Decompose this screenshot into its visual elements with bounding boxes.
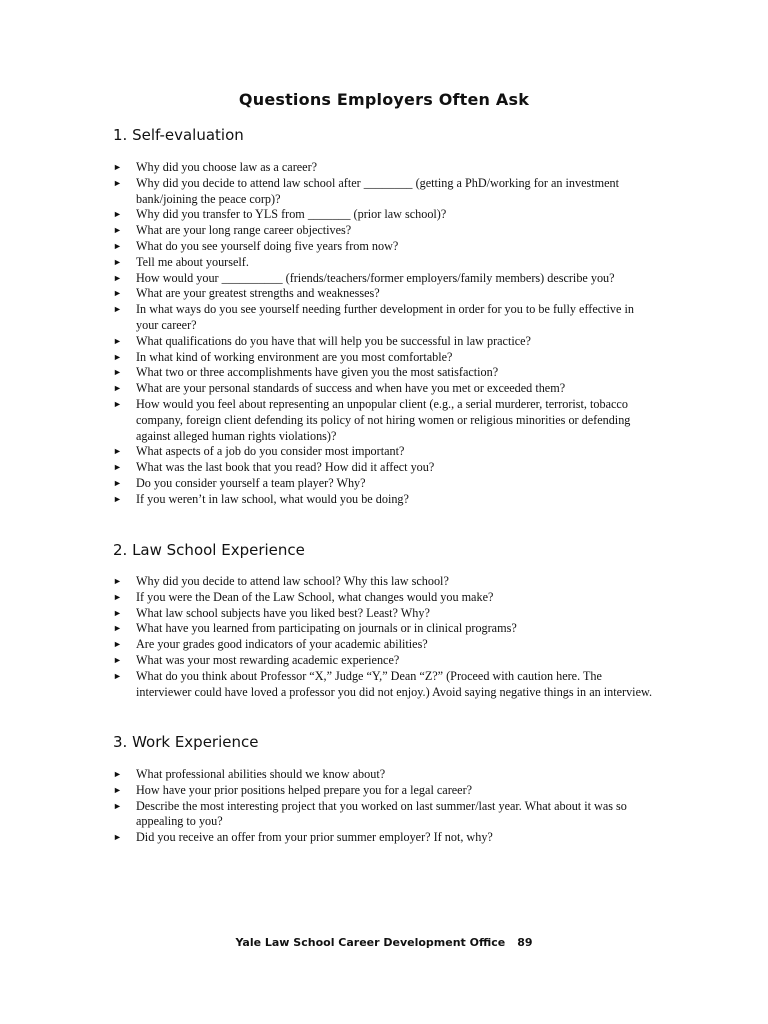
question-text: Do you consider yourself a team player? Why?	[136, 475, 366, 490]
bullet-arrow-icon: ►	[113, 367, 122, 378]
question-text: Did you receive an offer from your prior summer employer? If not, why?	[136, 830, 493, 845]
question-item	[113, 799, 658, 831]
question-text: What qualifications do you have that will help you be successful in law practice?	[136, 333, 531, 348]
page-title: Questions Employers Often Ask	[238, 90, 530, 109]
question-text: If you were the Dean of the Law School, what changes would you make?	[136, 589, 494, 604]
bullet-arrow-icon: ►	[113, 240, 122, 251]
question-item	[113, 239, 658, 255]
question-text: How have your prior positions helped prepare you for a legal career?	[136, 782, 473, 797]
question-text: In what ways do you see yourself needing further development in order for you to be fully effective in your career?	[136, 302, 634, 332]
question-item	[113, 460, 658, 476]
page-number: 89	[517, 936, 533, 949]
bullet-arrow-icon: ►	[113, 639, 122, 650]
question-text: Why did you decide to attend law school? Why this law school?	[136, 574, 449, 588]
bullet-arrow-icon: ►	[113, 225, 122, 236]
question-text: What are your greatest strengths and weaknesses?	[136, 286, 380, 301]
question-item	[113, 160, 658, 176]
question-item	[113, 783, 658, 799]
bullet-arrow-icon: ►	[113, 162, 122, 172]
page-footer	[0, 936, 768, 949]
question-item	[113, 637, 658, 653]
question-list-self-evaluation	[113, 160, 658, 508]
bullet-arrow-icon: ►	[113, 591, 122, 602]
question-text: Why did you choose law as a career?	[136, 160, 318, 174]
bullet-arrow-icon: ►	[113, 832, 122, 843]
question-text: What law school subjects have you liked best? Least? Why?	[136, 605, 430, 620]
question-list-law-school-experience	[113, 574, 658, 700]
bullet-arrow-icon: ►	[113, 383, 122, 394]
bullet-arrow-icon: ►	[113, 493, 122, 504]
question-item	[113, 767, 658, 783]
question-list-work-experience	[113, 767, 658, 846]
question-text: What do you see yourself doing five years from now?	[136, 238, 399, 253]
bullet-arrow-icon: ►	[113, 351, 122, 362]
question-text: Why did you decide to attend law school after ________ (getting a PhD/working for an investment bank/joining the peace corp)?	[136, 175, 619, 206]
question-item	[113, 606, 658, 622]
question-text: Why did you transfer to YLS from _______ (prior law school)?	[136, 207, 447, 222]
bullet-arrow-icon: ►	[113, 654, 122, 665]
question-item	[113, 302, 658, 334]
question-item	[113, 653, 658, 669]
question-item	[113, 271, 658, 287]
question-text: What was the last book that you read? How did it affect you?	[136, 460, 435, 475]
bullet-arrow-icon: ►	[113, 769, 122, 779]
question-item	[113, 397, 658, 444]
bullet-arrow-icon: ►	[113, 784, 122, 795]
question-item	[113, 476, 658, 492]
question-item	[113, 365, 658, 381]
section-heading-self-evaluation: 1. Self-evaluation	[113, 126, 244, 144]
question-text: Are your grades good indicators of your academic abilities?	[136, 637, 428, 652]
bullet-arrow-icon: ►	[113, 288, 122, 299]
question-text: How would your __________ (friends/teachers/former employers/family members) describe you?	[136, 270, 615, 285]
bullet-arrow-icon: ►	[113, 256, 122, 267]
question-item	[113, 381, 658, 397]
bullet-arrow-icon: ►	[113, 209, 122, 220]
question-text: What do you think about Professor “X,” Judge “Y,” Dean “Z?” (Proceed with caution here. The interviewer could have loved a professor you did not enjoy.) Avoid saying negative things in an interview.	[136, 668, 653, 699]
question-item	[113, 621, 658, 637]
question-text: What two or three accomplishments have given you the most satisfaction?	[136, 365, 499, 380]
question-item	[113, 574, 658, 590]
question-text: If you weren’t in law school, what would you be doing?	[136, 491, 409, 506]
question-item	[113, 669, 658, 701]
question-text: What are your personal standards of success and when have you met or exceeded them?	[136, 381, 566, 396]
bullet-arrow-icon: ►	[113, 623, 122, 634]
bullet-arrow-icon: ►	[113, 477, 122, 488]
bullet-arrow-icon: ►	[113, 398, 122, 409]
bullet-arrow-icon: ►	[113, 446, 122, 457]
bullet-arrow-icon: ►	[113, 607, 122, 618]
question-item	[113, 830, 658, 846]
bullet-arrow-icon: ►	[113, 335, 122, 346]
bullet-arrow-icon: ►	[113, 670, 122, 681]
question-item	[113, 334, 658, 350]
section-heading-law-school-experience: 2. Law School Experience	[113, 541, 305, 559]
question-text: What professional abilities should we know about?	[136, 767, 386, 781]
bullet-arrow-icon: ►	[113, 576, 122, 586]
question-text: What are your long range career objectives?	[136, 223, 352, 238]
question-item	[113, 176, 658, 208]
question-item	[113, 286, 658, 302]
question-item	[113, 255, 658, 271]
question-text: What aspects of a job do you consider most important?	[136, 444, 405, 459]
question-item	[113, 350, 658, 366]
bullet-arrow-icon: ►	[113, 462, 122, 473]
question-text: Describe the most interesting project that you worked on last summer/last year. What about it was so appealing to you?	[136, 798, 627, 829]
bullet-arrow-icon: ►	[113, 177, 122, 188]
question-item	[113, 207, 658, 223]
question-text: What have you learned from participating on journals or in clinical programs?	[136, 621, 517, 636]
section-heading-work-experience: 3. Work Experience	[113, 733, 259, 751]
footer-office: Yale Law School Career Development Office	[235, 936, 506, 949]
question-item	[113, 223, 658, 239]
bullet-arrow-icon: ►	[113, 304, 122, 315]
question-item	[113, 444, 658, 460]
bullet-arrow-icon: ►	[113, 272, 122, 283]
question-item	[113, 590, 658, 606]
question-text: Tell me about yourself.	[136, 254, 249, 269]
question-item	[113, 492, 658, 508]
question-text: In what kind of working environment are you most comfortable?	[136, 349, 453, 364]
question-text: How would you feel about representing an unpopular client (e.g., a serial murderer, terrorist, tobacco company, foreign client defending its policy of not hiring women or religious minorities or defending against alleged human rights violations)?	[136, 396, 631, 443]
bullet-arrow-icon: ►	[113, 800, 122, 811]
question-text: What was your most rewarding academic experience?	[136, 652, 400, 667]
